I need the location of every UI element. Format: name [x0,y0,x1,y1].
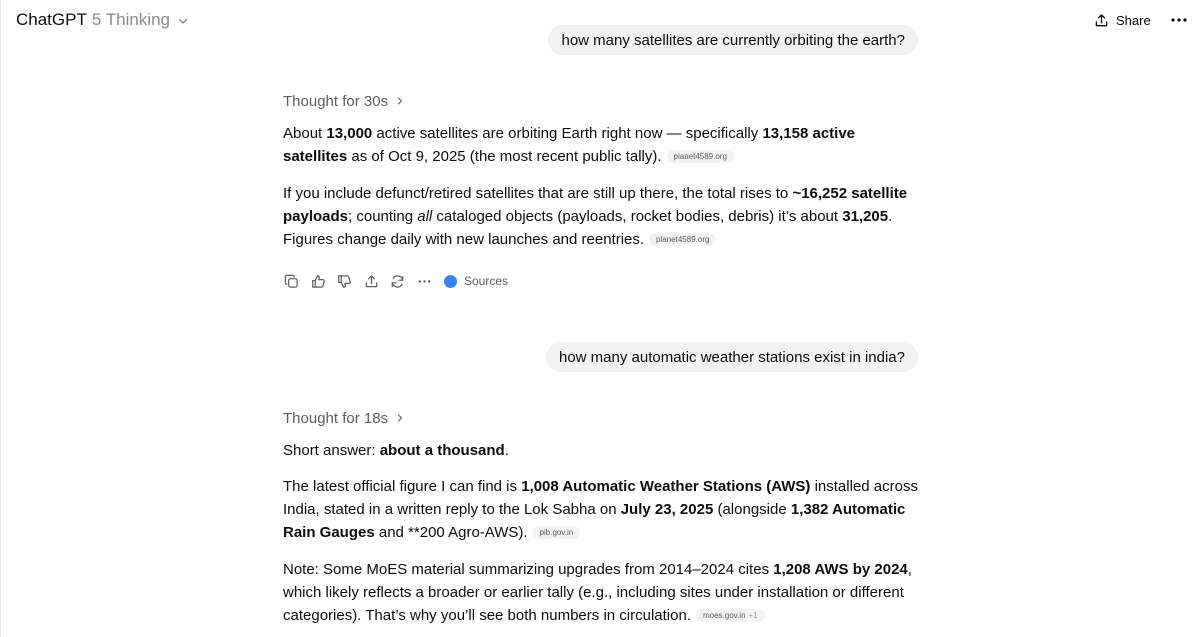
answer-text: active satellites are orbiting Earth right now — specifically [372,125,763,142]
share-message-button[interactable] [363,273,380,290]
assistant-paragraph [283,182,923,251]
answer-text: About [283,125,327,142]
thought-toggle[interactable] [283,91,404,111]
answer-text: and **200 Agro-AWS). [374,524,528,541]
answer-text: , which likely reflects a broader or earlier tally (e.g., including sites under installation or different categories). That’s why you’ll see both numbers in circulation. [283,561,912,624]
answer-text: cataloged objects (payloads, rocket bodies, debris) it’s about [432,208,843,225]
source-favicon-icon [444,275,457,288]
answer-italic-text: all [417,208,433,225]
assistant-paragraph [283,439,923,462]
model-selector-button[interactable] [16,9,189,31]
citation-extra-count: +1 [748,611,758,620]
more-horizontal-icon [1171,18,1187,22]
thought-label: Thought for 18s [283,409,389,427]
thumbs-down-icon [337,274,352,289]
answer-bold-text: 1,208 AWS by 2024 [773,561,908,578]
answer-bold-text: 13,000 [326,125,373,142]
thumbs-up-icon [311,274,326,289]
answer-text: installed across India, stated in a written reply to the Lok Sabha on [283,478,918,518]
thought-label: Thought for 30s [283,92,389,110]
answer-bold-text: July 23, 2025 [620,501,714,518]
answer-bold-text: 1,008 Automatic Weather Stations (AWS) [521,478,811,495]
answer-text: . Figures change daily with new launches and reentries. [283,208,893,248]
answer-text: Note: Some MoES material summarizing upgrades from 2014–2024 cites [283,561,774,578]
citation-chip[interactable]: planet4589.org [667,150,734,163]
more-horizontal-icon [417,274,432,289]
user-message: how many automatic weather stations exist in india? [546,342,918,372]
regenerate-button[interactable] [389,273,406,290]
more-actions-button[interactable] [416,273,433,290]
answer-bold-text: 1,382 Automatic Rain Gauges [283,501,906,541]
answer-text: as of Oct 9, 2025 (the most recent public tally). [347,148,662,165]
assistant-paragraph [283,475,923,544]
regenerate-icon [390,274,405,289]
answer-text: . [504,442,509,459]
assistant-paragraph [283,558,923,627]
answer-text: Short answer: [283,442,380,459]
answer-text: ; counting [348,208,418,225]
answer-bold-text: 13,158 active satellites [283,125,856,165]
chevron-down-icon [177,15,189,27]
good-response-button[interactable] [310,273,327,290]
citation-chip[interactable]: pib.gov.in [533,526,581,539]
assistant-paragraph [283,122,923,168]
answer-text: The latest official figure I can find is [283,478,522,495]
answer-text: (alongside [713,501,791,518]
share-icon [364,274,379,289]
sources-label: Sources [464,274,509,288]
more-options-button[interactable] [1166,7,1192,33]
thought-toggle[interactable] [283,408,404,428]
message-action-bar [283,271,508,291]
chevron-right-icon [396,414,404,422]
answer-bold-text: about a thousand [379,442,505,459]
answer-text: If you include defunct/retired satellites that are still up there, the total rises to [283,185,793,202]
share-icon [1094,13,1109,28]
sources-button[interactable] [444,274,508,288]
model-name: ChatGPT [16,10,87,29]
user-message: how many satellites are currently orbiting the earth? [548,25,918,55]
copy-button[interactable] [283,273,300,290]
answer-bold-text: ~16,252 satellite payloads [283,185,908,225]
citation-chip-label: moes.gov.in [702,611,746,620]
answer-bold-text: 31,205 [842,208,889,225]
bad-response-button[interactable] [336,273,353,290]
citation-chip[interactable] [696,609,765,622]
share-button[interactable] [1088,7,1157,33]
copy-icon [284,274,299,289]
share-label: Share [1116,12,1151,28]
model-variant: 5 Thinking [91,10,170,29]
citation-chip[interactable]: planet4589.org [649,233,716,246]
sidebar-edge-divider [0,0,1,637]
chevron-right-icon [396,97,404,105]
